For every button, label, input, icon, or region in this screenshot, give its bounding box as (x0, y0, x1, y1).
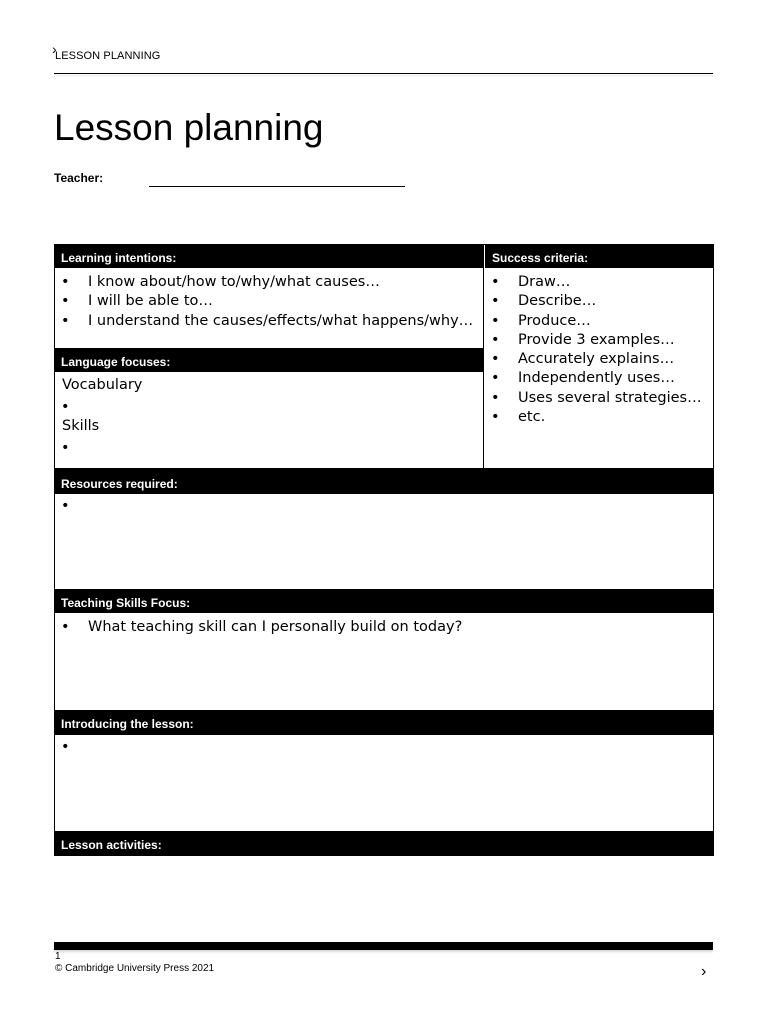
bullet-icon: • (61, 274, 70, 290)
resources-bullet-icon[interactable]: • (61, 498, 70, 514)
bullet-icon: • (61, 619, 70, 635)
bullet-icon: • (491, 409, 500, 426)
list-item: • Provide 3 examples… (491, 331, 711, 350)
learning-intentions-list[interactable] (61, 273, 481, 331)
introducing-lesson-heading: Introducing the lesson: (54, 710, 714, 735)
list-item: • Draw… (491, 273, 711, 292)
learning-intentions-heading: Learning intentions: (54, 244, 483, 268)
lesson-activities-heading: Lesson activities: (54, 831, 714, 856)
bullet-icon: • (491, 293, 500, 310)
footer-arrow-icon: › (701, 963, 707, 980)
list-item: • etc. (491, 408, 711, 427)
bullet-icon: • (491, 389, 500, 406)
vocabulary-bullet-icon[interactable]: • (61, 399, 70, 415)
header-divider (54, 73, 713, 74)
teacher-label: Teacher: (54, 171, 104, 185)
vocabulary-label: Vocabulary (62, 377, 143, 393)
list-item: • Independently uses… (491, 369, 711, 388)
running-header: LESSON PLANNING (55, 50, 161, 62)
list-item: • Accurately explains… (491, 350, 711, 369)
page-title: Lesson planning (54, 107, 324, 148)
page-number: 1 (55, 951, 61, 962)
teacher-name-field[interactable] (149, 186, 405, 187)
language-focuses-heading: Language focuses: (54, 348, 483, 372)
list-item: • I know about/how to/why/what causes… (61, 273, 481, 292)
list-item: • What teaching skill can I personally build on today? (61, 618, 701, 637)
column-divider (483, 244, 484, 469)
bullet-icon: • (491, 370, 500, 387)
list-item: • Uses several strategies… (491, 389, 711, 408)
success-criteria-list[interactable] (491, 273, 711, 427)
bullet-icon: • (491, 312, 500, 329)
success-criteria-heading: Success criteria: (485, 244, 714, 268)
list-item: • I understand the causes/effects/what happens/why… (61, 312, 481, 331)
bullet-icon: • (491, 351, 500, 368)
bullet-icon: • (491, 331, 500, 348)
bullet-icon: • (61, 293, 70, 310)
footer-divider (54, 942, 713, 950)
skills-label: Skills (62, 418, 100, 434)
header-arrow-icon: › (52, 41, 57, 57)
copyright-notice: © Cambridge University Press 2021 (55, 963, 215, 974)
bullet-icon: • (61, 312, 70, 329)
skills-bullet-icon[interactable]: • (61, 440, 70, 456)
list-item: • I will be able to… (61, 292, 481, 311)
teaching-skills-heading: Teaching Skills Focus: (54, 589, 714, 613)
resources-required-heading: Resources required: (54, 469, 714, 494)
list-item: • Describe… (491, 292, 711, 311)
teaching-skills-list[interactable] (61, 618, 701, 637)
introducing-bullet-icon[interactable]: • (61, 739, 70, 755)
list-item: • Produce… (491, 312, 711, 331)
bullet-icon: • (491, 274, 500, 290)
